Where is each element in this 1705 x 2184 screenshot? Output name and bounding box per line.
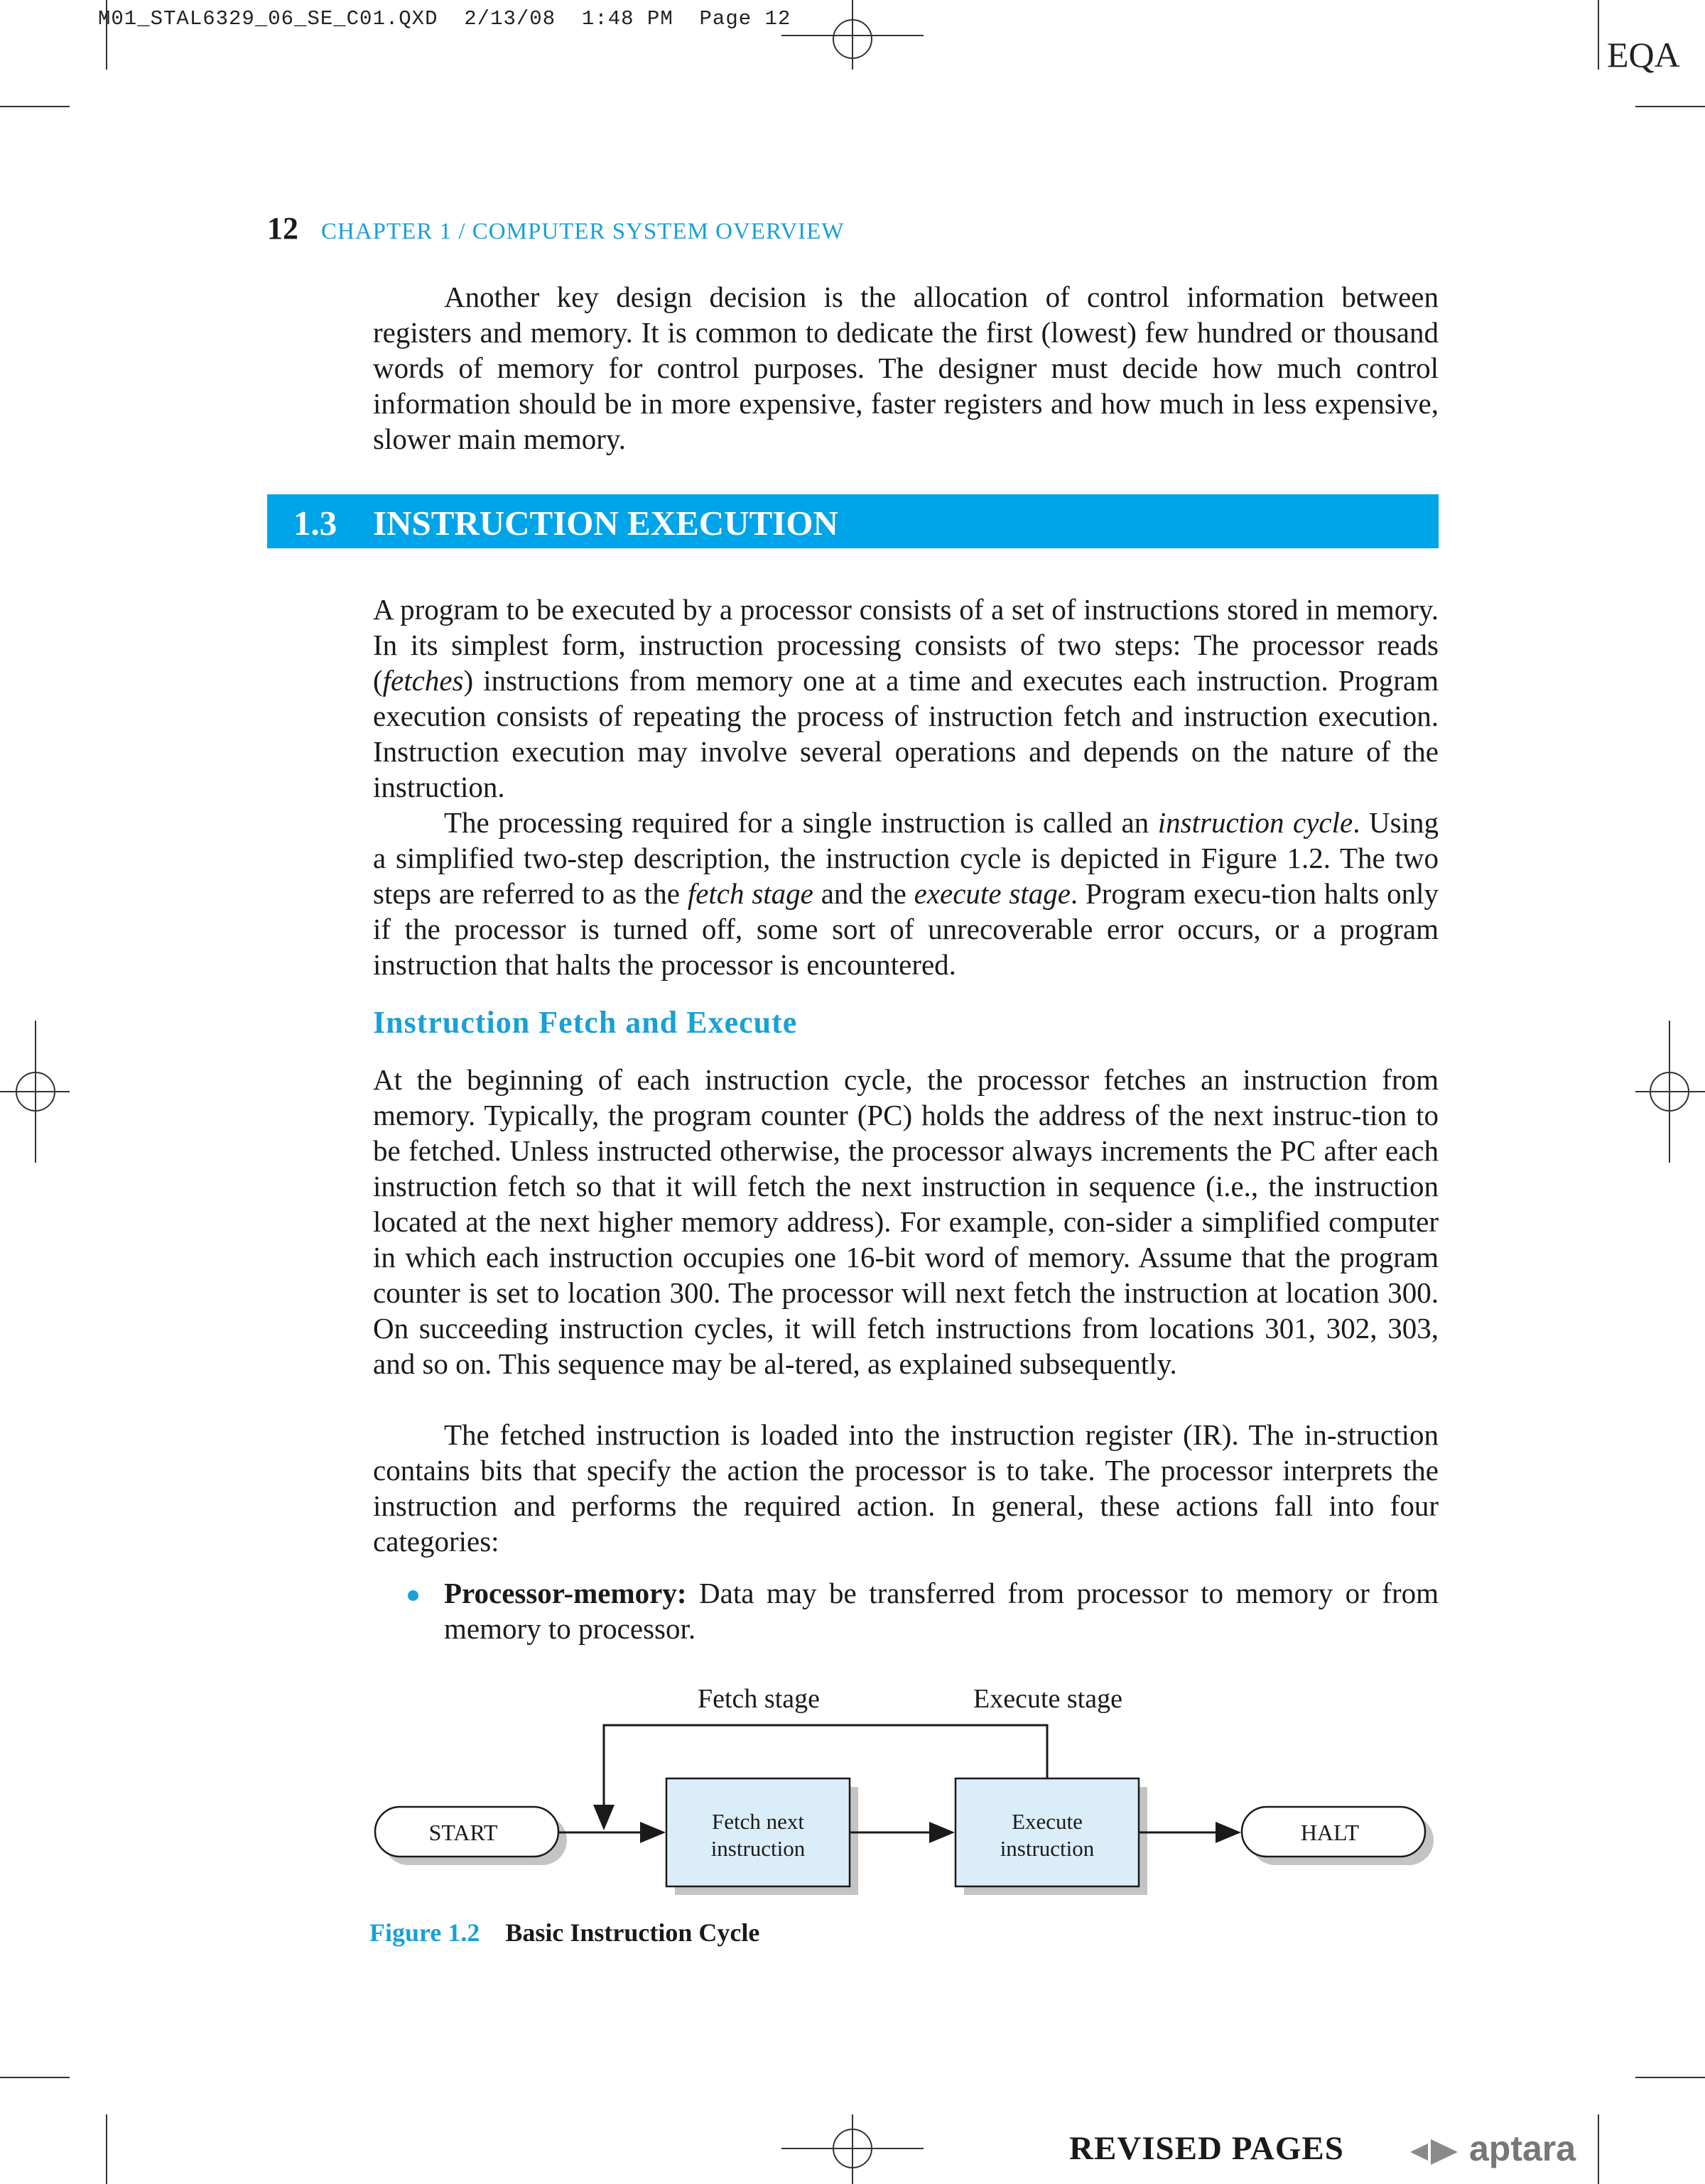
term-fetch-stage: fetch stage xyxy=(687,877,813,910)
halt-label: HALT xyxy=(1300,1820,1360,1845)
section-paragraph-1: A program to be executed by a processor consists of a set of instructions stored in memory. In its simplest form, instruction processing consists of two steps: The processor reads (fetches) instructions from memory one at a time and executes each instruction. Program execution consists of repeating the process of instruction fetch and instruction execution. Instruction execution may involve several operations and depends on the nature of the instruction. xyxy=(373,593,1439,803)
intro-paragraph: Another key design decision is the allocation of control information between registers and memory. It is common to dedicate the first (lowest) few hundred or thousand words of memory for control purposes. The designer must decide how much control information should be in more expensive, faster registers and how much in less expensive, slower main memory. xyxy=(373,281,1439,455)
execute-box-line2: instruction xyxy=(1000,1836,1095,1861)
execute-box-line1: Execute xyxy=(1012,1809,1083,1834)
term-instruction-cycle: instruction cycle xyxy=(1157,806,1353,839)
start-label: START xyxy=(428,1820,498,1845)
print-slug: M01_STAL6329_06_SE_C01.QXD 2/13/08 1:48 PM Page 12 xyxy=(98,7,791,31)
section-paragraph-2: The processing required for a single instruction is called an instruction cycle. Using a simplified two-step description, the instruction cycle is depicted in Figure 1.2. The two steps are referred to as the fetch stage and the execute stage. Program execu-tion halts only if the processor is turned off, some sort of unrecoverable error occurs, or a program instruction that halts the processor is encountered. xyxy=(373,806,1439,981)
section-number: 1.3 xyxy=(293,504,337,543)
fetch-box-line1: Fetch next xyxy=(712,1809,804,1834)
figure-label: Figure 1.2 xyxy=(369,1918,480,1947)
chapter-title: CHAPTER 1 / COMPUTER SYSTEM OVERVIEW xyxy=(321,219,845,244)
term-fetches: fetches xyxy=(382,664,464,697)
execute-stage-label: Execute stage xyxy=(973,1684,1122,1714)
subsection-paragraph-1: At the beginning of each instruction cycle, the processor fetches an instruction from memory. Typically, the program counter (PC) holds the address of the next instruc-tion to be fetched. Unless instructed otherwise, the processor always increments the PC after each instruction fetch so that it will fetch the next instruction in sequence (i.e., the instruction located at the next higher memory address). For example, con-sider a simplified computer in which each instruction occupies one 16-bit word of memory. Assume that the program counter is set to location 300. The processor will next fetch the instruction at location 300. On succeeding instruction cycles, it will fetch instructions from locations 301, 302, 303, and so on. This sequence may be al-tered, as explained subsequently. xyxy=(373,1063,1439,1380)
figure-title: Basic Instruction Cycle xyxy=(505,1918,760,1947)
term-execute-stage: execute stage xyxy=(914,877,1071,910)
vendor-name: aptara xyxy=(1469,2129,1576,2168)
subsection-paragraph-2: The fetched instruction is loaded into the instruction register (IR). The in-struction contains bits that specify the action the processor is to take. The processor interprets the instruction and performs the required action. In general, these actions fall into four categories: xyxy=(373,1418,1439,1558)
revised-pages-stamp: REVISED PAGES xyxy=(1069,2130,1344,2167)
subsection-heading: Instruction Fetch and Execute xyxy=(373,1005,798,1040)
bullet-term: Processor-memory: xyxy=(444,1577,687,1609)
fetch-box-line2: instruction xyxy=(710,1836,806,1861)
bullet-item-processor-memory: Processor-memory: Data may be transferred from processor to memory or from memory to processor. xyxy=(444,1577,1439,1645)
corner-code: EQA xyxy=(1607,35,1680,75)
page-number: 12 xyxy=(267,211,298,246)
fetch-stage-label: Fetch stage xyxy=(697,1684,821,1714)
section-title: INSTRUCTION EXECUTION xyxy=(373,504,838,543)
